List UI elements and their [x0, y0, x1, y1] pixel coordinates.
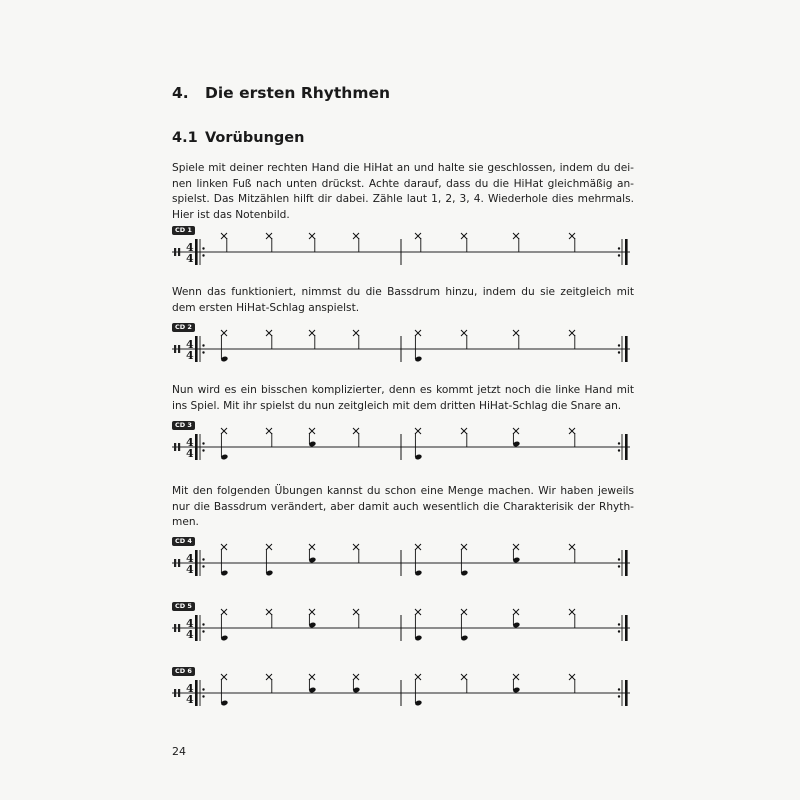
percussion-clef — [178, 624, 180, 632]
drum-staff-cd5 — [172, 604, 634, 644]
percussion-clef — [178, 689, 180, 697]
text-line: Spiele mit deiner rechten Hand die HiHat an und halte sie geschlossen, indem du dei- — [172, 162, 634, 174]
drum-staff-cd4 — [172, 539, 634, 579]
percussion-clef — [178, 248, 180, 256]
text-line: Mit den folgenden Übungen kannst du schon eine Menge machen. Wir haben jeweils — [172, 485, 634, 497]
paragraph-2 — [172, 285, 634, 316]
time-signature-bottom: 4 — [186, 252, 194, 265]
drum-staff-cd1 — [172, 228, 634, 268]
repeat-dot — [202, 630, 204, 632]
text-line: nur die Bassdrum verändert, aber damit auch wesentlich die Charakterisik der Rhyth- — [172, 500, 634, 513]
percussion-clef — [178, 443, 180, 451]
repeat-dot — [202, 558, 204, 560]
repeat-dot — [618, 442, 620, 444]
repeat-start-thick — [195, 550, 198, 576]
staff-svg — [172, 604, 630, 648]
repeat-end-thick — [625, 615, 628, 641]
repeat-dot — [202, 565, 204, 567]
staff-svg — [172, 423, 630, 467]
repeat-dot — [618, 247, 620, 249]
text-line: spielst. Das Mitzählen hilft dir dabei. Zähle laut 1, 2, 3, 4. Wiederhole dies mehrmals. — [172, 193, 634, 205]
cd-track-badge: CD 1 — [172, 226, 195, 235]
section-heading — [172, 130, 304, 146]
repeat-end-thick — [625, 680, 628, 706]
repeat-dot — [202, 623, 204, 625]
repeat-dot — [202, 688, 204, 690]
percussion-clef — [174, 443, 176, 451]
percussion-clef — [178, 559, 180, 567]
repeat-dot — [618, 344, 620, 346]
percussion-clef — [174, 689, 176, 697]
text-line: nen linken Fuß nach unten drückst. Achte darauf, dass du die HiHat gleichmäßig an- — [172, 177, 634, 190]
staff-svg — [172, 325, 630, 369]
drum-staff-cd2 — [172, 325, 634, 365]
percussion-clef — [174, 624, 176, 632]
repeat-dot — [618, 558, 620, 560]
section-number: 4.1 — [172, 130, 198, 146]
repeat-start-thick — [195, 434, 198, 460]
repeat-dot — [618, 351, 620, 353]
drum-staff-cd6 — [172, 669, 634, 709]
repeat-dot — [618, 565, 620, 567]
paragraph-4 — [172, 484, 634, 531]
repeat-dot — [618, 254, 620, 256]
chapter-heading — [172, 84, 390, 102]
repeat-end-thick — [625, 336, 628, 362]
time-signature-top: 4 — [186, 617, 194, 630]
cd-track-badge: CD 2 — [172, 323, 195, 332]
staff-svg — [172, 228, 630, 272]
text-line: men. — [172, 516, 199, 528]
paragraph-3 — [172, 383, 634, 414]
time-signature-bottom: 4 — [186, 628, 194, 641]
repeat-dot — [618, 630, 620, 632]
repeat-end-thick — [625, 550, 628, 576]
repeat-dot — [202, 254, 204, 256]
time-signature-top: 4 — [186, 682, 194, 695]
chapter-title: Die ersten Rhythmen — [205, 84, 391, 102]
cd-track-badge: CD 4 — [172, 537, 195, 546]
repeat-start-thick — [195, 615, 198, 641]
paragraph-1 — [172, 161, 634, 223]
time-signature-bottom: 4 — [186, 693, 194, 706]
percussion-clef — [178, 345, 180, 353]
drum-staff-cd3 — [172, 423, 634, 463]
repeat-start-thick — [195, 239, 198, 265]
staff-svg — [172, 669, 630, 713]
cd-track-badge: CD 6 — [172, 667, 195, 676]
repeat-dot — [202, 695, 204, 697]
time-signature-bottom: 4 — [186, 349, 194, 362]
time-signature-bottom: 4 — [186, 447, 194, 460]
cd-track-badge: CD 5 — [172, 602, 195, 611]
text-line: Wenn das funktioniert, nimmst du die Bassdrum hinzu, indem du sie zeitgleich mit — [172, 286, 634, 298]
chapter-number: 4. — [172, 84, 189, 102]
repeat-dot — [202, 442, 204, 444]
section-title: Vorübungen — [205, 130, 305, 146]
repeat-dot — [202, 351, 204, 353]
repeat-dot — [618, 695, 620, 697]
repeat-dot — [202, 344, 204, 346]
repeat-dot — [202, 247, 204, 249]
time-signature-top: 4 — [186, 241, 194, 254]
percussion-clef — [174, 248, 176, 256]
repeat-end-thick — [625, 239, 628, 265]
text-line: Hier ist das Notenbild. — [172, 208, 290, 221]
staff-svg — [172, 539, 630, 583]
repeat-start-thick — [195, 680, 198, 706]
repeat-dot — [618, 688, 620, 690]
percussion-clef — [174, 345, 176, 353]
repeat-end-thick — [625, 434, 628, 460]
repeat-dot — [618, 623, 620, 625]
text-line: Nun wird es ein bisschen komplizierter, denn es kommt jetzt noch die linke Hand mit — [172, 384, 634, 396]
page-number: 24 — [172, 745, 186, 758]
time-signature-top: 4 — [186, 436, 194, 449]
time-signature-top: 4 — [186, 552, 194, 565]
repeat-start-thick — [195, 336, 198, 362]
time-signature-top: 4 — [186, 338, 194, 351]
time-signature-bottom: 4 — [186, 563, 194, 576]
text-line: ins Spiel. Mit ihr spielst du nun zeitgleich mit dem dritten HiHat-Schlag die Snare an. — [172, 399, 622, 412]
text-line: dem ersten HiHat-Schlag anspielst. — [172, 301, 360, 314]
percussion-clef — [174, 559, 176, 567]
cd-track-badge: CD 3 — [172, 421, 195, 430]
repeat-dot — [202, 449, 204, 451]
repeat-dot — [618, 449, 620, 451]
